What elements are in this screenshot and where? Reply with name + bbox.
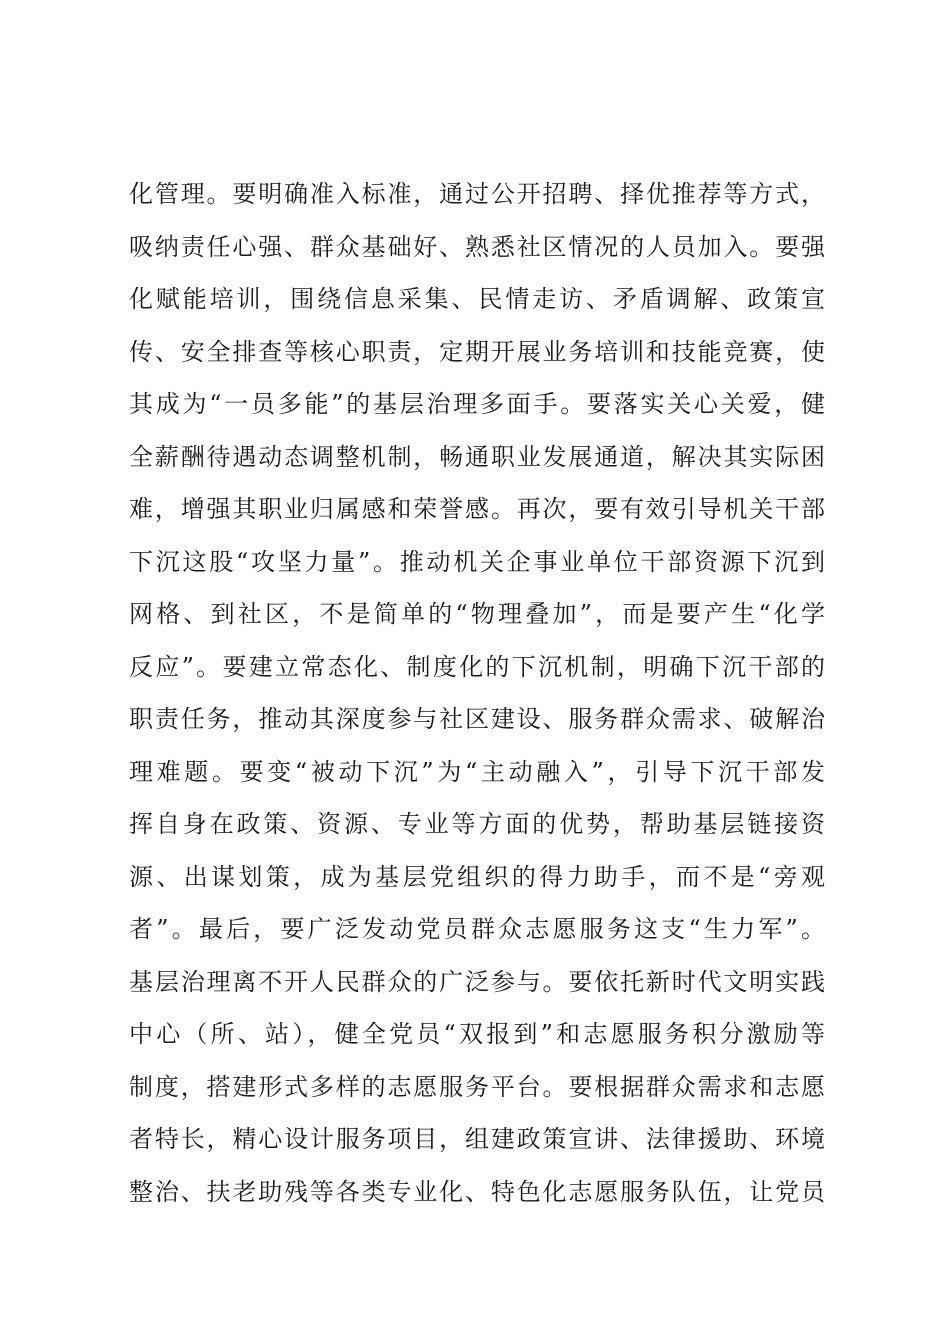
text-line: 挥自身在政策、资源、专业等方面的优势，帮助基层链接资 xyxy=(129,810,825,838)
text-line: 化赋能培训，围绕信息采集、民情走访、矛盾调解、政策宣 xyxy=(129,285,825,313)
text-line: 全薪酬待遇动态调整机制，畅通职业发展通道，解决其实际困 xyxy=(129,442,825,471)
text-line: 难，增强其职业归属感和荣誉感。再次，要有效引导机关干部 xyxy=(129,495,825,523)
text-line: 下沉这股“攻坚力量”。推动机关企事业单位干部资源下沉到 xyxy=(129,547,825,576)
text-line: 化管理。要明确准入标准，通过公开招聘、择优推荐等方式， xyxy=(129,180,825,208)
text-line: 理难题。要变“被动下沉”为“主动融入”，引导下沉干部发 xyxy=(129,757,825,786)
text-line: 者”。最后，要广泛发动党员群众志愿服务这支“生力军”。 xyxy=(129,915,825,943)
text-line: 其成为“一员多能”的基层治理多面手。要落实关心关爱，健 xyxy=(129,390,825,418)
text-line: 制度，搭建形式多样的志愿服务平台。要根据群众需求和志愿 xyxy=(129,1072,825,1101)
text-line: 吸纳责任心强、群众基础好、熟悉社区情况的人员加入。要强 xyxy=(129,232,825,261)
body-text xyxy=(129,168,825,1218)
text-line: 网格、到社区，不是简单的“物理叠加”，而是要产生“化学 xyxy=(129,600,825,628)
text-line: 中心（所、站），健全党员“双报到”和志愿服务积分激励等 xyxy=(129,1020,825,1048)
text-line: 整治、扶老助残等各类专业化、特色化志愿服务队伍，让党员 xyxy=(129,1177,825,1206)
text-line: 传、安全排查等核心职责，定期开展业务培训和技能竞赛，使 xyxy=(129,337,825,366)
text-line: 者特长，精心设计服务项目，组建政策宣讲、法律援助、环境 xyxy=(129,1125,825,1153)
text-line: 基层治理离不开人民群众的广泛参与。要依托新时代文明实践 xyxy=(129,967,825,996)
text-line: 源、出谋划策，成为基层党组织的得力助手，而不是“旁观 xyxy=(129,862,825,891)
text-line: 职责任务，推动其深度参与社区建设、服务群众需求、破解治 xyxy=(129,705,825,733)
text-line: 反应”。要建立常态化、制度化的下沉机制，明确下沉干部的 xyxy=(129,652,825,681)
